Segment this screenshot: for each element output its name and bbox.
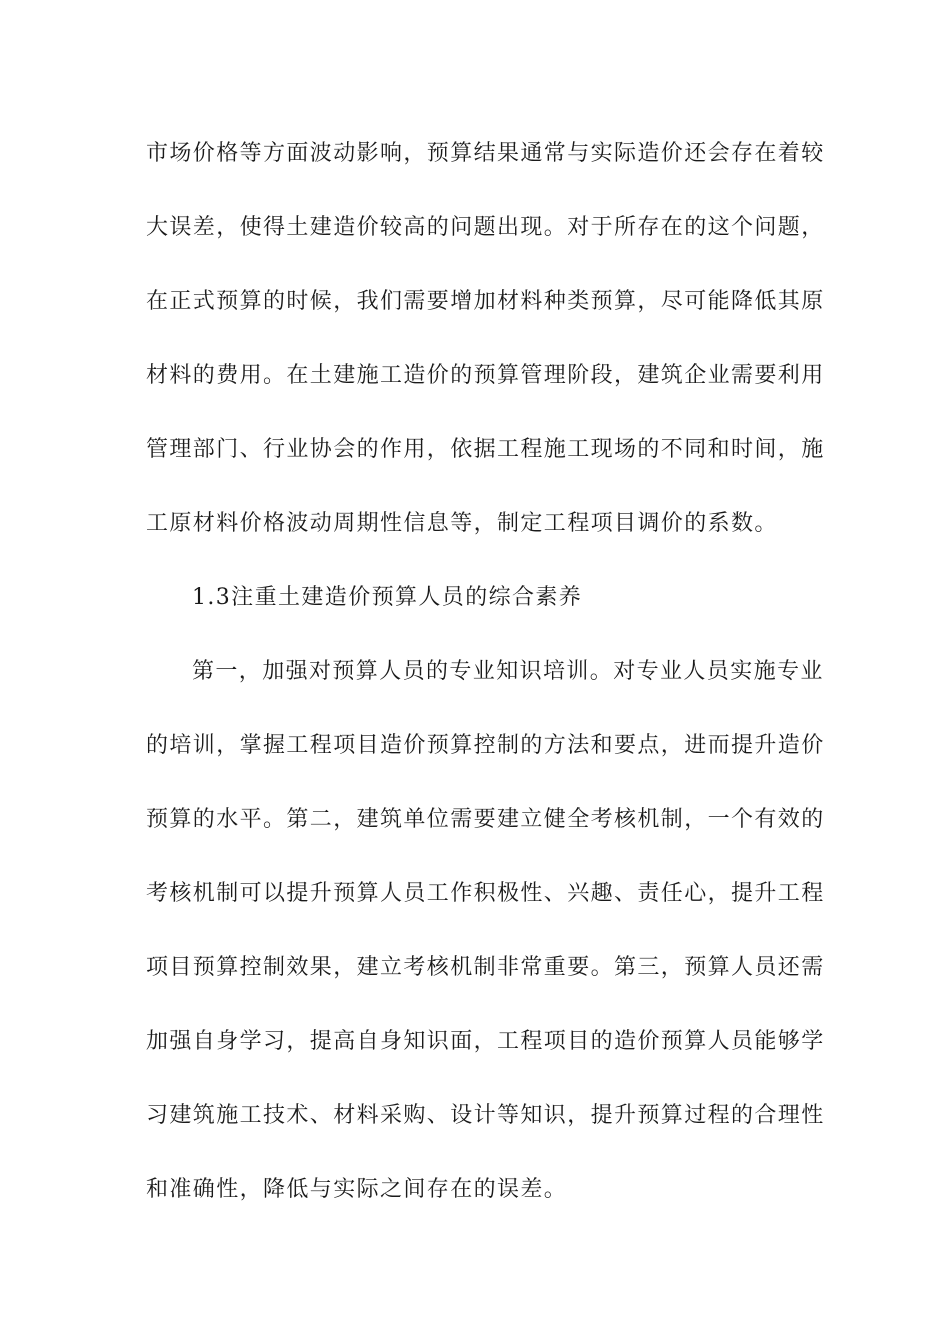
paragraph-line: 工原材料价格波动周期性信息等，制定工程项目调价的系数。 [146,511,778,536]
paragraph-line: 在正式预算的时候，我们需要增加材料种类预算，尽可能降低其原 [146,289,825,314]
paragraph-line: 的培训，掌握工程项目造价预算控制的方法和要点，进而提升造价 [146,733,825,758]
paragraph-line: 加强自身学习，提高自身知识面，工程项目的造价预算人员能够学 [146,1029,825,1054]
paragraph-line: 管理部门、行业协会的作用，依据工程施工现场的不同和时间，施 [146,437,825,462]
paragraph-line: 习建筑施工技术、材料采购、设计等知识，提升预算过程的合理性 [146,1103,825,1128]
section-heading: 1.3注重土建造价预算人员的综合素养 [192,585,583,610]
paragraph-line: 和准确性，降低与实际之间存在的误差。 [146,1177,568,1202]
paragraph-line: 第一，加强对预算人员的专业知识培训。对专业人员实施专业 [192,659,824,684]
paragraph-line: 大误差，使得土建造价较高的问题出现。对于所存在的这个问题， [146,215,825,240]
paragraph-line: 预算的水平。第二，建筑单位需要建立健全考核机制，一个有效的 [146,807,825,832]
paragraph-line: 项目预算控制效果，建立考核机制非常重要。第三，预算人员还需 [146,955,825,980]
body-text [146,130,825,1240]
paragraph-line: 考核机制可以提升预算人员工作积极性、兴趣、责任心，提升工程 [146,881,825,906]
paragraph-line: 材料的费用。在土建施工造价的预算管理阶段，建筑企业需要利用 [146,363,825,388]
paragraph-line: 市场价格等方面波动影响，预算结果通常与实际造价还会存在着较 [146,141,825,166]
